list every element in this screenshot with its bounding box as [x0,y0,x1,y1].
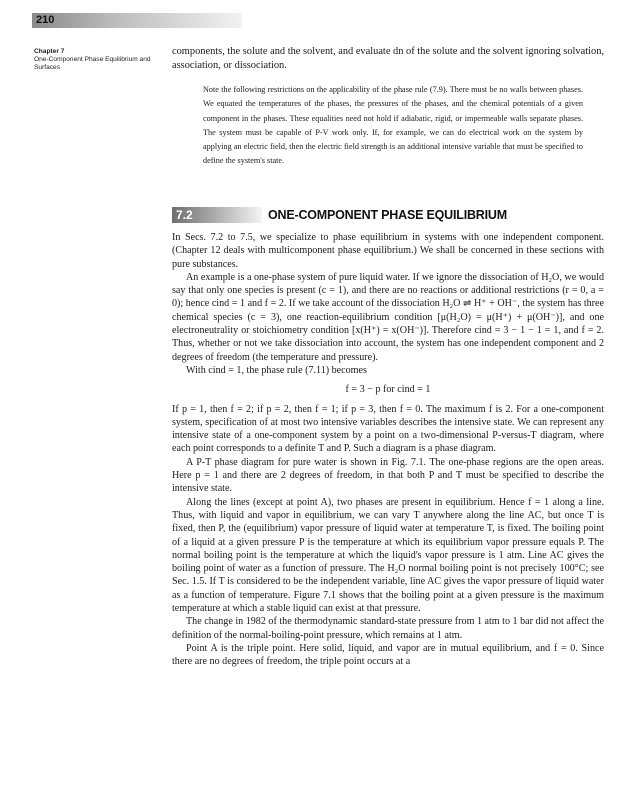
paragraph: If p = 1, then f = 2; if p = 2, then f = 1; if p = 3, then f = 0. The maximum f is 2. For a one-component system, specification of at most two intensive variables describes the intensive state. We can represent any intensive state of a one-component system by a point on a two-dimensional P-versus-T diagram, where each point corresponds to a definite T and P. Such a diagram is a phase diagram. [172,403,604,455]
page-number-band [32,13,242,28]
chapter-title: One-Component Phase Equilibrium and Surfaces [34,56,151,71]
section-body [172,231,604,669]
paragraph: A P-T phase diagram for pure water is shown in Fig. 7.1. The one-phase regions are the open areas. Here p = 1 and there are 2 degrees of freedom, in that both P and T must be specified to describe the intensive state. [172,456,604,495]
chapter-sidebar [34,48,164,72]
page-number: 210 [36,14,55,26]
phase-rule-note: Note the following restrictions on the applicability of the phase rule (7.9). There must be no walls between phases. We equated the temperatures of the phases, the pressures of the phases, and the chemical potentials of a given component in the phases. These equalities need not hold if adiabatic, rigid, or impermeable walls separate phases. The system must be capable of P-V work only. If, for example, we can do electrical work on the system by applying an electric field, then the electric field strength is an additional intensive variable that must be specified to define the system's state. [203,85,583,166]
paragraph: An example is a one-phase system of pure liquid water. If we ignore the dissociation of H₂O, we would say that only one species is present (c = 1), and there are no reactions or additional restrictions (r = 0, a = 0); hence cind = 1 and f = 2. If we take account of the dissociation H₂O ⇌ H⁺ + OH⁻, the system has three chemical species (c = 3), one reaction-equilibrium condition [μ(H₂O) = μ(H⁺) + μ(OH⁻)], and one electroneutrality or stoichiometry condition [x(H⁺) = x(OH⁻)]. Therefore cind = 3 − 1 − 1 = 1, and f = 2. Thus, whether or not we take dissociation into account, the system has one independent component and 2 degrees of freedom (the temperature and pressure). [172,271,604,363]
chapter-label: Chapter 7 [34,48,65,55]
paragraph: Point A is the triple point. Here solid, liquid, and vapor are in mutual equilibrium, and f = 0. Since there are no degrees of freedom, the triple point occurs at a [172,642,604,668]
paragraph: In Secs. 7.2 to 7.5, we specialize to phase equilibrium in systems with one independent component. (Chapter 12 deals with multicomponent phase equilibrium.) We shall be concerned in these sections with pure substances. [172,232,604,270]
phase-rule-equation: f = 3 − p for cind = 1 [345,384,431,396]
paragraph: With cind = 1, the phase rule (7.11) becomes [186,364,367,376]
section-number: 7.2 [176,208,193,222]
intro-paragraph: components, the solute and the solvent, and evaluate dn of the solute and the solvent ignoring solvation, association, or dissociation. [172,46,604,71]
paragraph: The change in 1982 of the thermodynamic standard-state pressure from 1 atm to 1 bar did not affect the definition of the normal-boiling-point pressure, which remains at 1 atm. [172,616,605,641]
paragraph: Along the lines (except at point A), two phases are present in equilibrium. Hence f = 1 along a line. Thus, with liquid and vapor in equilibrium, we can vary T anywhere along the line AC, but once T is fixed, then P, the (equilibrium) vapor pressure of liquid water at temperature T, is fixed. The boiling point of a liquid at a given pressure P is the temperature at which its equilibrium vapor pressure equals P. The normal boiling point is the temperature at which the liquid's vapor pressure is 1 atm. Line AC gives the boiling point of water as a function of pressure. The H₂O normal boiling point is not precisely 100°C; see Sec. 1.5. If T is considered to be the independent variable, line AC gives the vapor pressure of liquid water as a function of temperature. Figure 7.1 shows that the boiling point at a given pressure is the maximum temperature at which a stable liquid can exist at that pressure. [172,496,604,615]
section-title: ONE-COMPONENT PHASE EQUILIBRIUM [268,208,507,222]
